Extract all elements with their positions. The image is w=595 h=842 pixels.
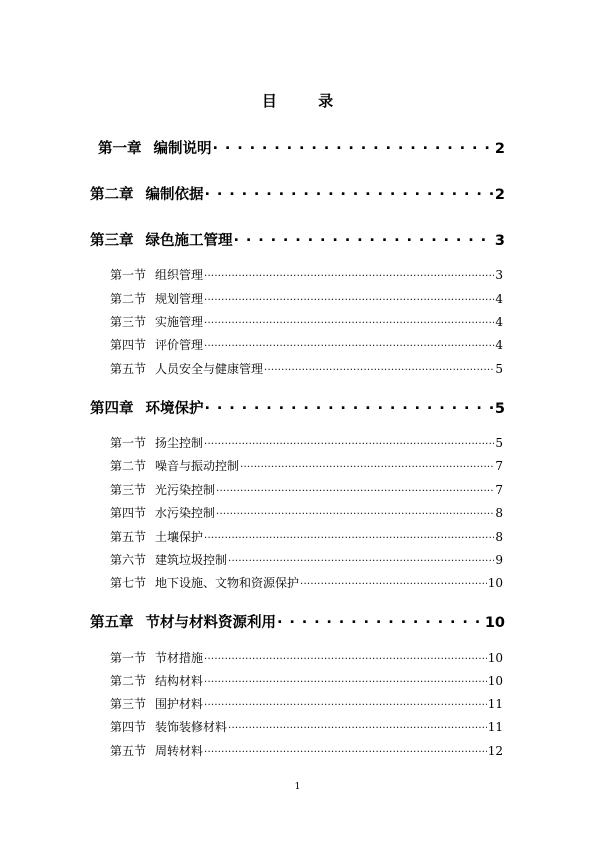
entry-page-number: 7 <box>495 483 503 497</box>
entry-page-number: 12 <box>487 744 503 758</box>
entry-page-number: 5 <box>494 401 505 417</box>
entry-number: 第五章 <box>90 615 134 631</box>
entry-page-number: 5 <box>495 436 503 450</box>
entry-number: 第六节 <box>110 553 147 567</box>
toc-section-entry[interactable] <box>110 649 503 666</box>
dot-leader <box>205 399 494 414</box>
entry-page-number: 8 <box>495 506 503 520</box>
entry-title: 实施管理 <box>155 315 204 329</box>
toc-section-entry[interactable] <box>110 313 503 330</box>
dot-leader <box>204 337 494 349</box>
entry-title: 噪音与振动控制 <box>155 459 240 473</box>
entry-title: 规划管理 <box>155 292 204 306</box>
entry-number: 第五节 <box>110 744 147 758</box>
entry-page-number: 4 <box>495 338 503 352</box>
entry-number: 第三节 <box>110 483 147 497</box>
dot-leader <box>204 696 487 708</box>
entry-number: 第三节 <box>110 697 147 711</box>
entry-number: 第五节 <box>110 530 147 544</box>
toc-section-entry[interactable] <box>110 266 503 283</box>
entry-number: 第四章 <box>90 401 134 417</box>
toc-chapter-entry[interactable] <box>90 611 505 632</box>
page-number: 1 <box>294 782 301 792</box>
toc-section-entry[interactable] <box>110 360 503 377</box>
entry-number: 第三节 <box>110 315 147 329</box>
dot-leader <box>204 435 494 447</box>
toc-section-entry[interactable] <box>110 574 503 591</box>
toc-section-entry[interactable] <box>110 290 503 307</box>
dot-leader <box>204 314 494 326</box>
dot-leader <box>228 719 487 731</box>
toc-section-entry[interactable] <box>110 528 503 545</box>
entry-page-number: 8 <box>495 530 503 544</box>
dot-leader <box>204 291 494 303</box>
entry-page-number: 3 <box>494 233 505 249</box>
entry-number: 第四节 <box>110 338 147 352</box>
entry-title: 围护材料 <box>155 697 204 711</box>
dot-leader <box>216 505 494 517</box>
dot-leader <box>216 482 494 494</box>
entry-number: 第三章 <box>90 233 134 249</box>
toc-chapter-entry[interactable] <box>90 229 505 250</box>
dot-leader <box>204 743 487 755</box>
toc-section-entry[interactable] <box>110 504 503 521</box>
entry-title: 光污染控制 <box>155 483 216 497</box>
dot-leader <box>205 185 494 200</box>
dot-leader <box>204 529 494 541</box>
entry-number: 第五节 <box>110 362 147 376</box>
entry-title: 地下设施、文物和资源保护 <box>155 576 300 590</box>
toc-section-entry[interactable] <box>110 695 503 712</box>
entry-title: 结构材料 <box>155 674 204 688</box>
dot-leader <box>204 673 487 685</box>
entry-page-number: 9 <box>495 553 503 567</box>
entry-title: 编制依据 <box>145 187 204 203</box>
entry-title: 绿色施工管理 <box>145 233 233 249</box>
entry-number: 第四节 <box>110 720 147 734</box>
dot-leader <box>213 139 494 154</box>
entry-title: 节材与材料资源利用 <box>145 615 276 631</box>
toc-chapter-entry[interactable] <box>98 137 505 158</box>
entry-page-number: 2 <box>494 187 505 203</box>
entry-title: 人员安全与健康管理 <box>155 362 264 376</box>
entry-title: 评价管理 <box>155 338 204 352</box>
entry-title: 组织管理 <box>155 268 204 282</box>
toc-section-entry[interactable] <box>110 718 503 735</box>
entry-page-number: 10 <box>487 674 503 688</box>
entry-page-number: 3 <box>495 268 503 282</box>
entry-page-number: 2 <box>494 141 505 157</box>
entry-number: 第二节 <box>110 674 147 688</box>
entry-page-number: 4 <box>495 315 503 329</box>
entry-number: 第四节 <box>110 506 147 520</box>
toc-section-entry[interactable] <box>110 481 503 498</box>
dot-leader <box>264 361 494 373</box>
entry-number: 第二节 <box>110 459 147 473</box>
entry-number: 第一章 <box>98 141 142 157</box>
dot-leader <box>234 231 494 246</box>
entry-page-number: 10 <box>487 651 503 665</box>
entry-number: 第七节 <box>110 576 147 590</box>
toc-section-entry[interactable] <box>110 672 503 689</box>
entry-page-number: 10 <box>484 615 505 631</box>
entry-number: 第二节 <box>110 292 147 306</box>
dot-leader <box>277 613 484 628</box>
entry-number: 第一节 <box>110 268 147 282</box>
entry-title: 节材措施 <box>155 651 204 665</box>
entry-number: 第二章 <box>90 187 134 203</box>
toc-section-entry[interactable] <box>110 551 503 568</box>
entry-page-number: 7 <box>495 459 503 473</box>
entry-title: 扬尘控制 <box>155 436 204 450</box>
entry-page-number: 4 <box>495 292 503 306</box>
entry-page-number: 5 <box>495 362 503 376</box>
entry-title: 环境保护 <box>145 401 204 417</box>
toc-section-entry[interactable] <box>110 457 503 474</box>
toc-title: 目 录 <box>261 92 352 110</box>
entry-page-number: 11 <box>487 720 503 734</box>
toc-chapter-entry[interactable] <box>90 397 505 418</box>
toc-section-entry[interactable] <box>110 336 503 353</box>
entry-number: 第一节 <box>110 436 147 450</box>
entry-title: 建筑垃圾控制 <box>155 553 228 567</box>
dot-leader <box>300 575 487 587</box>
entry-title: 土壤保护 <box>155 530 204 544</box>
entry-title: 水污染控制 <box>155 506 216 520</box>
entry-number: 第一节 <box>110 651 147 665</box>
dot-leader <box>204 267 494 279</box>
toc-section-entry[interactable] <box>110 434 503 451</box>
toc-section-entry[interactable] <box>110 742 503 759</box>
dot-leader <box>204 650 487 662</box>
entry-title: 周转材料 <box>155 744 204 758</box>
dot-leader <box>228 552 494 564</box>
dot-leader <box>240 458 494 470</box>
entry-title: 装饰装修材料 <box>155 720 228 734</box>
entry-page-number: 10 <box>487 576 503 590</box>
toc-chapter-entry[interactable] <box>90 183 505 204</box>
entry-page-number: 11 <box>487 697 503 711</box>
entry-title: 编制说明 <box>153 141 212 157</box>
